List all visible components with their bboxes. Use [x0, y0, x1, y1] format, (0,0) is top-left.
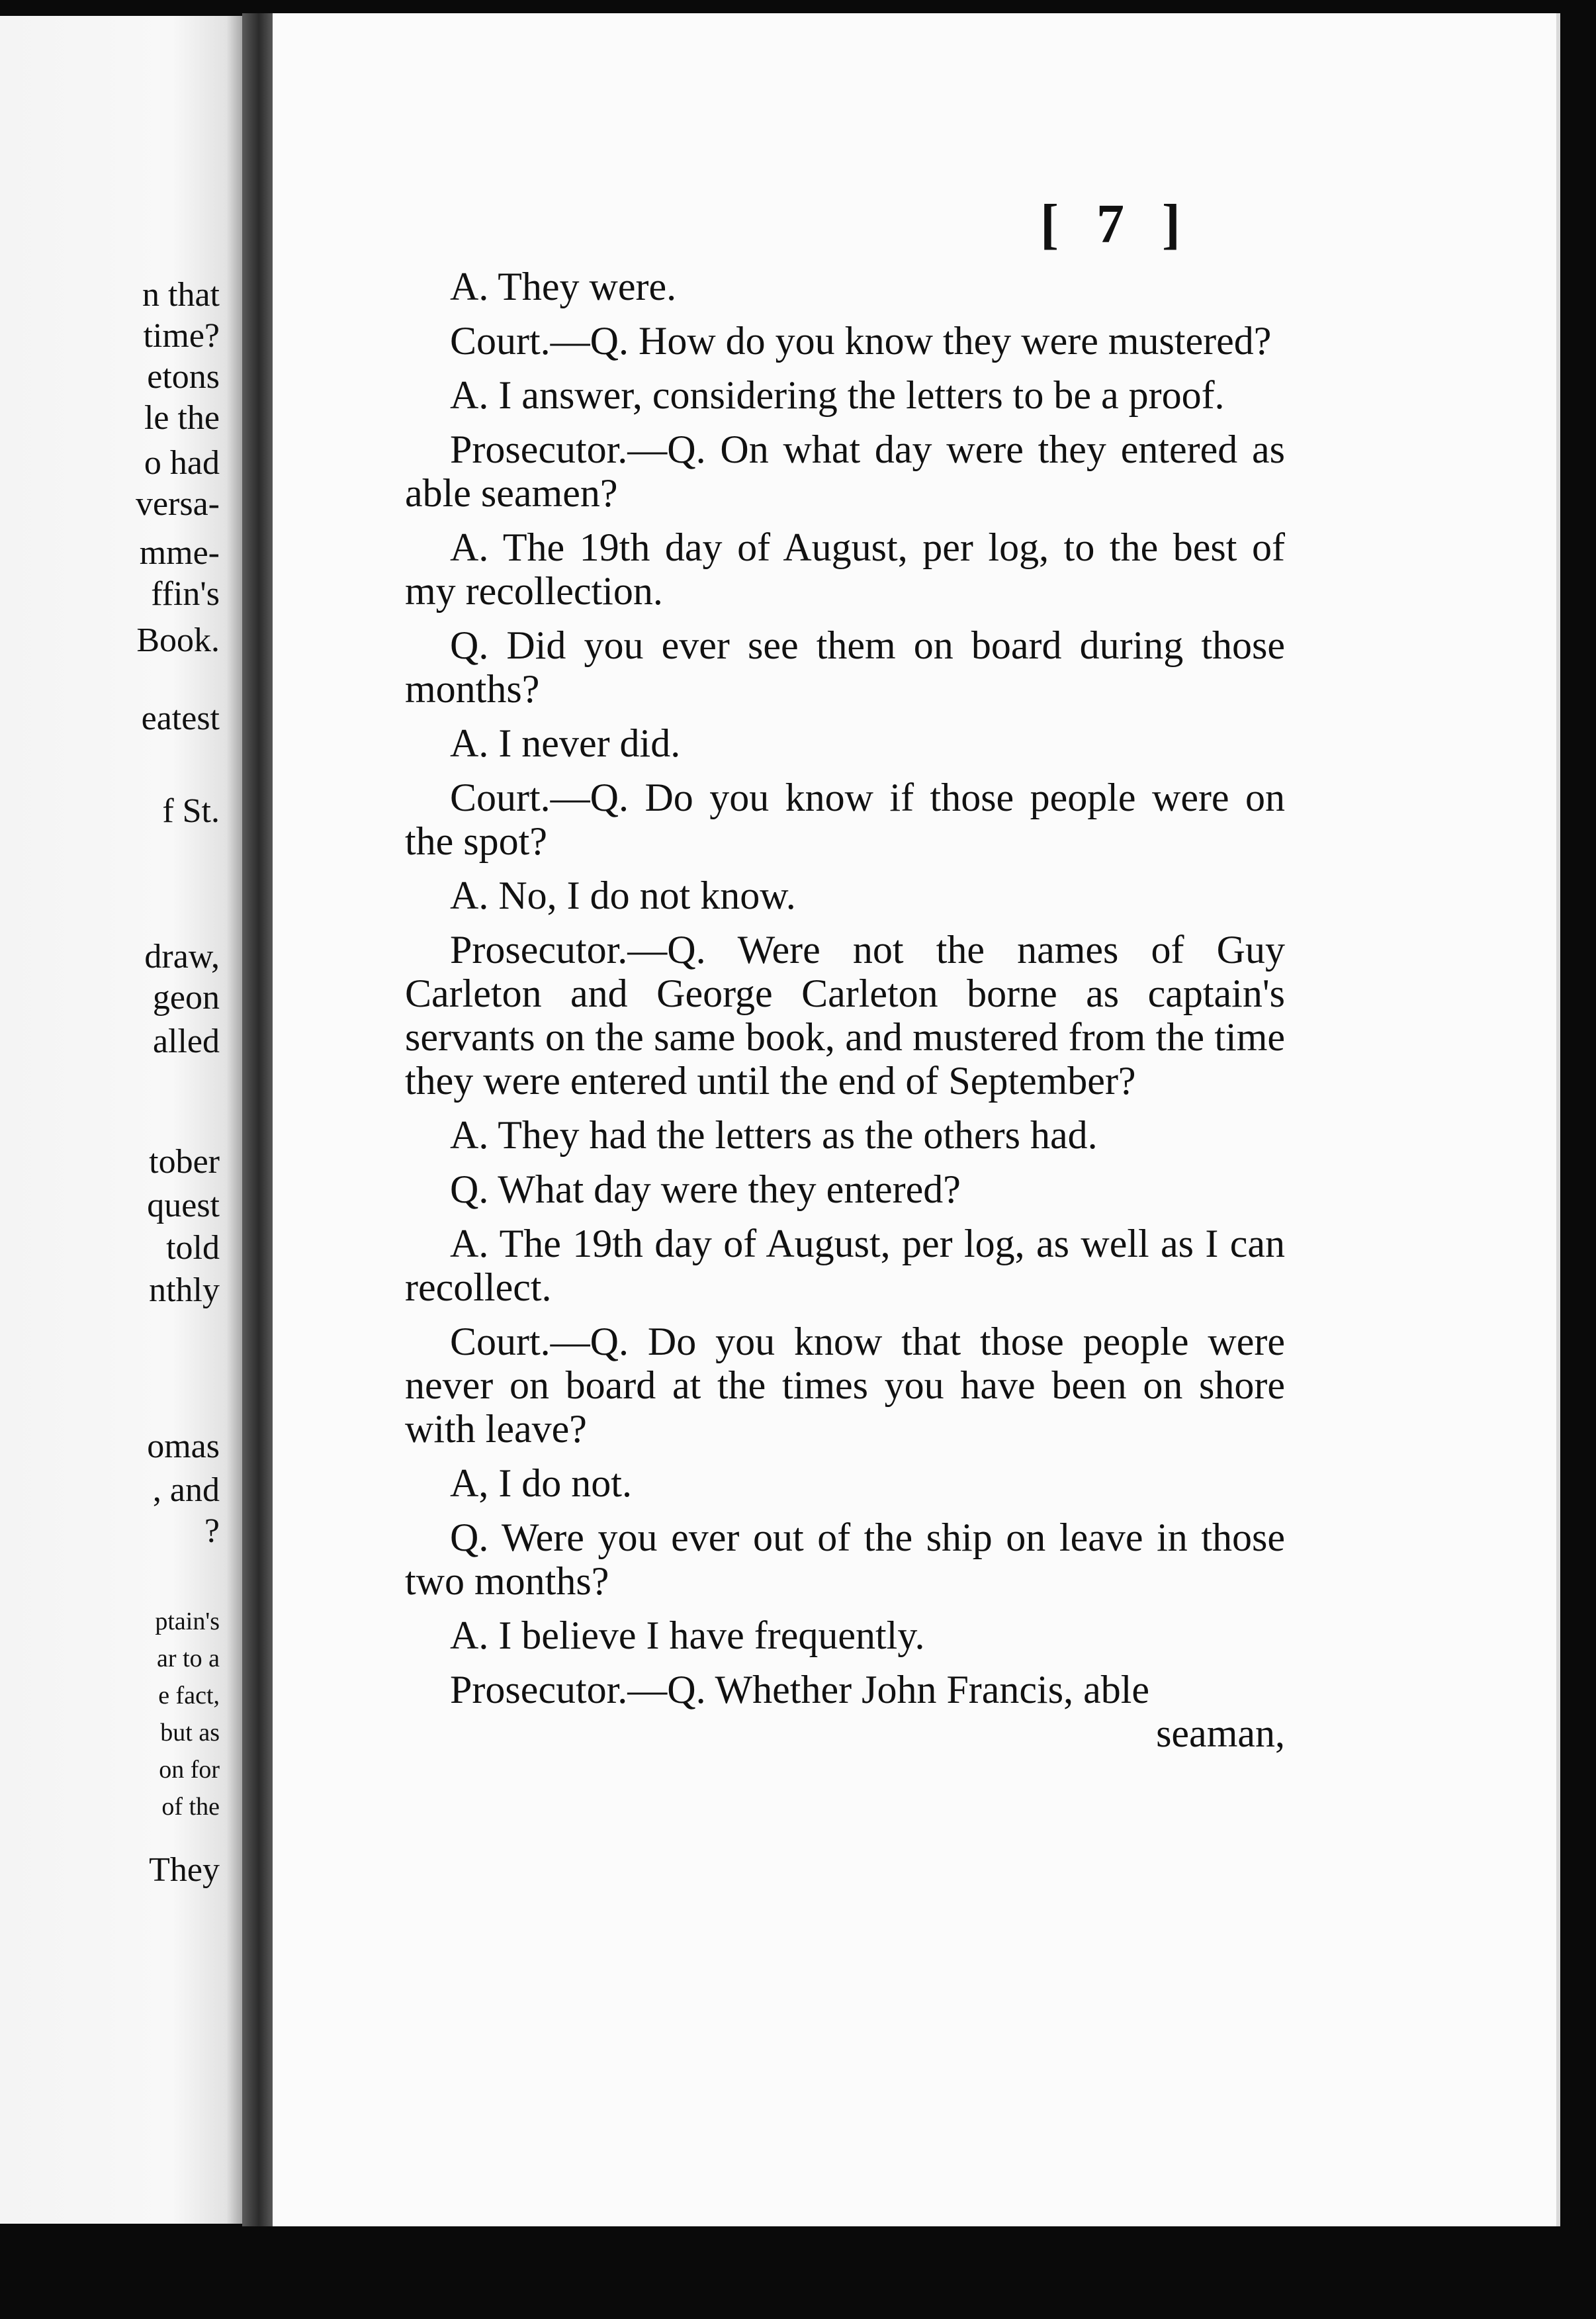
paragraph: A. The 19th day of August, per log, to the best of my recollection.: [405, 525, 1285, 613]
left-page-line: nthly: [149, 1271, 220, 1309]
left-page-line: versa-: [135, 485, 220, 523]
left-page-line: geon: [152, 979, 220, 1017]
paragraph: A. I believe I have frequently.: [450, 1614, 925, 1657]
paragraph: A. No, I do not know.: [450, 874, 796, 917]
page-body: [405, 265, 1285, 1766]
paragraph: A. The 19th day of August, per log, as well as I can recollect.: [405, 1222, 1285, 1309]
paragraph: A. They were.: [450, 265, 677, 308]
left-page-line: o had: [144, 444, 220, 482]
left-page-line: time?: [143, 317, 220, 355]
left-page-line: told: [166, 1229, 220, 1267]
paragraph: A. They had the letters as the others had.: [450, 1113, 1098, 1157]
left-page-line: mme-: [139, 534, 220, 572]
paragraph: Prosecutor.—Q. Were not the names of Guy Carleton and George Carleton borne as captain's servants on the same book, and mustered from the time they were entered until the end of September?: [405, 928, 1285, 1103]
paragraph: Q. Were you ever out of the ship on leave in those two months?: [405, 1516, 1285, 1603]
paragraph: Q. Did you ever see them on board during those months?: [405, 623, 1285, 711]
left-page-fragment: [0, 16, 246, 2224]
left-page-line: Book.: [136, 621, 220, 659]
left-page-line: but as: [160, 1719, 220, 1747]
page-number: [ 7 ]: [1040, 193, 1192, 255]
left-page-line: etons: [147, 358, 220, 396]
left-page-line: n that: [142, 276, 220, 314]
left-page-line: of the: [161, 1793, 220, 1821]
paragraph: Court.—Q. Do you know if those people were on the spot?: [405, 776, 1285, 863]
paragraph: Q. What day were they entered?: [450, 1167, 961, 1211]
paragraph: Court.—Q. How do you know they were mustered?: [450, 319, 1272, 363]
paragraph: A, I do not.: [450, 1461, 632, 1505]
left-page-line: le the: [144, 399, 220, 437]
left-page-line: ptain's: [155, 1608, 220, 1635]
paragraph: Prosecutor.—Q. On what day were they entered as able seamen?: [405, 428, 1285, 515]
left-page-line: on for: [159, 1756, 220, 1784]
paragraph: A. I never did.: [450, 721, 681, 765]
left-page-line: e fact,: [158, 1682, 220, 1709]
left-page-line: omas: [147, 1428, 220, 1465]
left-page-line: quest: [147, 1187, 220, 1224]
paragraph: Court.—Q. Do you know that those people were never on board at the times you have been on shore with leave?: [405, 1320, 1285, 1451]
left-page-line: alled: [152, 1023, 220, 1060]
left-page-line: tober: [149, 1143, 220, 1181]
left-page-line: They: [149, 1851, 220, 1889]
left-page-line: , and: [152, 1471, 220, 1509]
page: [273, 13, 1560, 2226]
catchword: seaman,: [1156, 1711, 1285, 1755]
left-page-line: ar to a: [157, 1645, 220, 1672]
left-page-line: f St.: [162, 792, 220, 830]
paragraph: A. I answer, considering the letters to be a proof.: [450, 373, 1225, 417]
left-page-line: ?: [204, 1512, 220, 1550]
paragraph: Prosecutor.—Q. Whether John Francis, able: [450, 1668, 1150, 1711]
left-page-line: draw,: [144, 938, 220, 976]
left-page-line: ffin's: [151, 575, 220, 613]
left-page-line: eatest: [141, 700, 220, 737]
